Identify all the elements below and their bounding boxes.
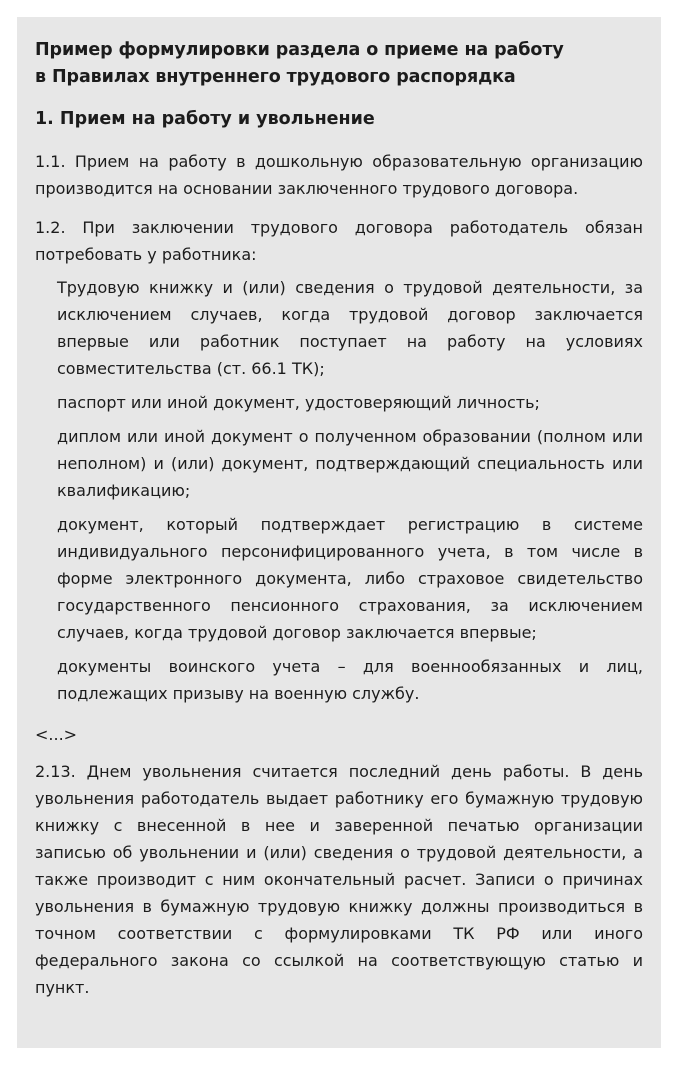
document-panel bbox=[17, 17, 661, 1048]
paragraph-1-2: 1.2. При заключении трудового договора работодатель обязан потребовать у работника: bbox=[35, 218, 643, 264]
omission-marker: <...> bbox=[35, 725, 78, 744]
title-line-1: Пример формулировки раздела о приеме на работу bbox=[35, 40, 564, 60]
list-item: документ, который подтверждает регистрацию в системе индивидуального персонифицированного учета, в том числе в форме электронного документа, либо страховое свидетельство государственного пенсионного страхования, за исключением случаев, когда трудовой договор заключается впервые; bbox=[57, 515, 643, 642]
list-item: паспорт или иной документ, удостоверяющий личность; bbox=[57, 393, 540, 412]
document-title bbox=[35, 37, 643, 91]
list-item: документы воинского учета – для военнообязанных и лиц, подлежащих призыву на военную службу. bbox=[57, 657, 643, 703]
title-line-2: в Правилах внутреннего трудового распорядка bbox=[35, 67, 516, 87]
paragraph-1-1: 1.1. Прием на работу в дошкольную образовательную организацию производится на основании заключенного трудового договора. bbox=[35, 152, 643, 198]
section-heading: 1. Прием на работу и увольнение bbox=[35, 109, 375, 129]
list-item: диплом или иной документ о полученном образовании (полном или неполном) и (или) документ, подтверждающий специальность или квалификацию; bbox=[57, 427, 643, 500]
paragraph-2-13: 2.13. Днем увольнения считается последний день работы. В день увольнения работодатель выдает работнику его бумажную трудовую книжку с внесенной в нее и заверенной печатью организации записью об увольнении и (или) сведения о трудовой деятельности, а также производит с ним окончательный расчет. Записи о причинах увольнения в бумажную трудовую книжку должны производиться в точном соответствии с формулировками ТК РФ или иного федерального закона со ссылкой на соответствующую статью и пункт. bbox=[35, 762, 643, 997]
list-item: Трудовую книжку и (или) сведения о трудовой деятельности, за исключением случаев, когда трудовой договор заключается впервые или работник поступает на работу на условиях совместительства (ст. 66.1 ТК); bbox=[57, 278, 643, 378]
documents-list bbox=[57, 274, 643, 707]
